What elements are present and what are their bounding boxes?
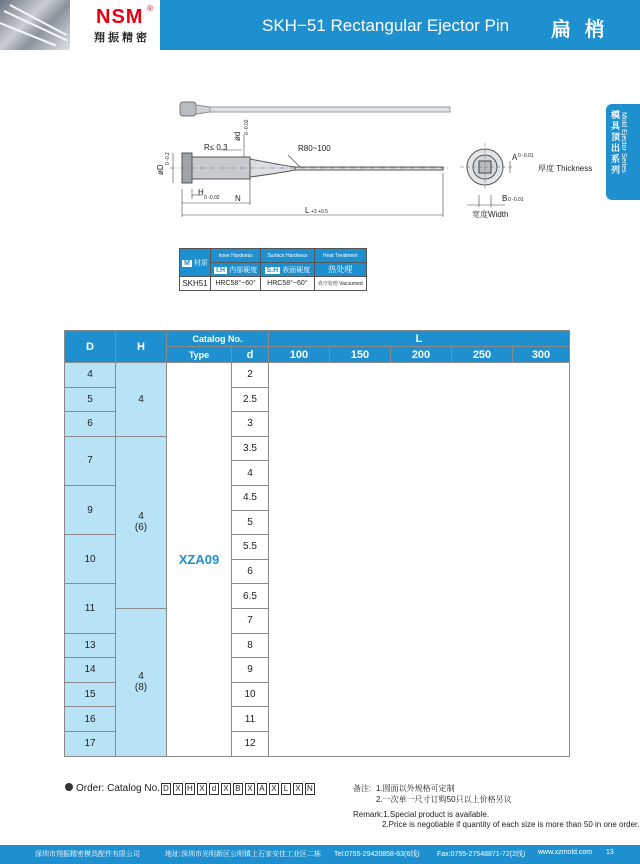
remark-cn-title: 备注:: [353, 784, 372, 793]
cell-d: 3.5: [232, 436, 269, 461]
cell-D: 13: [65, 633, 116, 658]
L-label: L: [305, 206, 310, 215]
ejector-pins-photo: [0, 0, 70, 50]
heat-treatment-value: 真空处理 Vacuumed: [314, 277, 366, 291]
header-type: Type: [167, 347, 232, 363]
d-label: ød: [233, 131, 242, 141]
surface-hardness-value: HRC58°~60°: [261, 277, 314, 291]
logo-chinese: 翔振精密: [94, 32, 150, 44]
footer-tel: Tel:0755-29420858-63(6线): [334, 851, 420, 858]
D-label: øD: [156, 164, 165, 175]
cell-d: 4.5: [232, 485, 269, 510]
material-table: [179, 248, 367, 291]
cell-d: 6.5: [232, 584, 269, 609]
header-D: D: [65, 331, 116, 363]
order-code-box: L: [281, 783, 291, 795]
cell-D: 9: [65, 485, 116, 534]
cell-d: 2: [232, 363, 269, 388]
order-code-box: X: [245, 783, 255, 795]
footer-bar: [0, 845, 640, 864]
bullet-icon: [65, 783, 73, 791]
cell-H: 4 (6): [116, 436, 167, 608]
cell-D: 11: [65, 584, 116, 633]
header-L-200: 200: [391, 347, 452, 363]
order-code-box: A: [257, 783, 267, 795]
logo: NSM: [96, 6, 144, 28]
heat-treatment-en: Heat Treatment: [314, 249, 366, 263]
cell-d: 8: [232, 633, 269, 658]
cell-d: 3: [232, 412, 269, 437]
cell-H: 4 (8): [116, 608, 167, 756]
cell-D: 16: [65, 707, 116, 732]
remark-cn-2: 2.一次单一尺寸订购50只以上价格另议: [376, 795, 512, 804]
order-line: [65, 783, 316, 795]
header-L: L: [269, 331, 570, 347]
specification-table: [64, 330, 570, 757]
N-label: N: [235, 194, 241, 203]
cell-d: 12: [232, 731, 269, 756]
cell-d: 9: [232, 658, 269, 683]
cell-d: 2.5: [232, 387, 269, 412]
cell-D: 6: [65, 412, 116, 437]
technical-drawing: [140, 95, 610, 230]
cell-d: 5.5: [232, 535, 269, 560]
B-tolerance: 0 -0.01: [508, 197, 524, 203]
surface-hardness-en: Surface Hardness: [261, 249, 314, 263]
surface-hardness-cn: S.H 表面硬度: [261, 263, 314, 277]
footer-web[interactable]: www.xzmold.com: [538, 849, 593, 856]
page-title: SKH−51 Rectangular Ejector Pin: [262, 16, 510, 35]
H-label: H: [198, 188, 204, 197]
heat-treatment-cn: 热处理: [314, 263, 366, 277]
order-code-box: D: [161, 783, 171, 795]
cell-D: 14: [65, 658, 116, 683]
d-tolerance: 0 -0.02: [244, 119, 250, 135]
H-tolerance: 0 -0.02: [204, 195, 220, 201]
order-code-box: X: [173, 783, 183, 795]
cell-D: 5: [65, 387, 116, 412]
cell-D: 10: [65, 535, 116, 584]
order-code-box: N: [305, 783, 315, 795]
order-code-boxes: [160, 783, 316, 794]
page-title-chinese: 扁 梢: [551, 19, 609, 41]
D-tolerance: 0 -0.2: [165, 152, 171, 165]
cell-D: 17: [65, 731, 116, 756]
footer-address: 地址:深圳市光明新区公明镇上石家安佳工业区二栋: [165, 851, 321, 858]
r-label: R≤ 0.3: [204, 143, 228, 152]
cell-D: 4: [65, 363, 116, 388]
thickness-label: 厚度 Thickness: [538, 164, 593, 173]
inner-hardness-value: HRC58°~60°: [211, 277, 261, 291]
order-code-box: X: [293, 783, 303, 795]
remark-en-2: 2.Price is negotiable if quantity of each size is more than 50 in one order.: [382, 820, 640, 829]
A-tolerance: 0 -0.01: [518, 153, 534, 159]
B-label: B: [502, 194, 508, 203]
header-d: d: [232, 347, 269, 363]
order-code-box: X: [269, 783, 279, 795]
footer-company: 深圳市翔振精密模具配件有限公司: [35, 851, 140, 858]
cell-D: 7: [65, 436, 116, 485]
order-code-box: X: [197, 783, 207, 795]
series-label-chinese: 模具顶出系列: [611, 110, 621, 175]
inner-hardness-en: Inner Hardness: [211, 249, 261, 263]
header-L-250: 250: [452, 347, 513, 363]
pin-3d-view: [180, 102, 450, 116]
L-tolerance: +3 +0.5: [311, 209, 328, 215]
order-code-box: X: [221, 783, 231, 795]
header-H: H: [116, 331, 167, 363]
header-L-300: 300: [513, 347, 570, 363]
cell-d: 5: [232, 510, 269, 535]
R-label: R80~100: [298, 144, 331, 153]
series-label-english: Mold Ejector Series: [620, 112, 627, 173]
cell-D: 15: [65, 682, 116, 707]
order-code-box: H: [185, 783, 195, 795]
cell-d: 4: [232, 461, 269, 486]
order-label: Order: Catalog No.: [76, 783, 160, 794]
cell-d: 10: [232, 682, 269, 707]
order-code-box: B: [233, 783, 243, 795]
footer-fax: Fax:0755-27548871-72(2线): [437, 851, 526, 858]
inner-hardness-cn: I.H 内部硬度: [211, 263, 261, 277]
header-L-150: 150: [330, 347, 391, 363]
remark-cn-1: 1.圆面以外规格可定制: [376, 784, 455, 793]
header-L-100: 100: [269, 347, 330, 363]
table-row: [65, 363, 570, 388]
logo-registered-mark: ®: [147, 4, 153, 13]
material-value: SKH51: [180, 277, 211, 291]
order-code-box: d: [209, 783, 219, 795]
L-value-area: [269, 363, 570, 757]
header-catalog: Catalog No.: [167, 331, 269, 347]
cell-d: 11: [232, 707, 269, 732]
cell-d: 7: [232, 608, 269, 633]
remark-en-1: Remark:1.Special product is available.: [353, 810, 490, 819]
cell-H: 4: [116, 363, 167, 437]
footer-page-number: 13: [606, 849, 614, 856]
A-label: A: [512, 153, 518, 162]
cell-type: XZA09: [167, 363, 232, 757]
material-header: M 材质: [180, 249, 211, 277]
width-label: 宽度Width: [472, 210, 509, 219]
cell-d: 6: [232, 559, 269, 584]
